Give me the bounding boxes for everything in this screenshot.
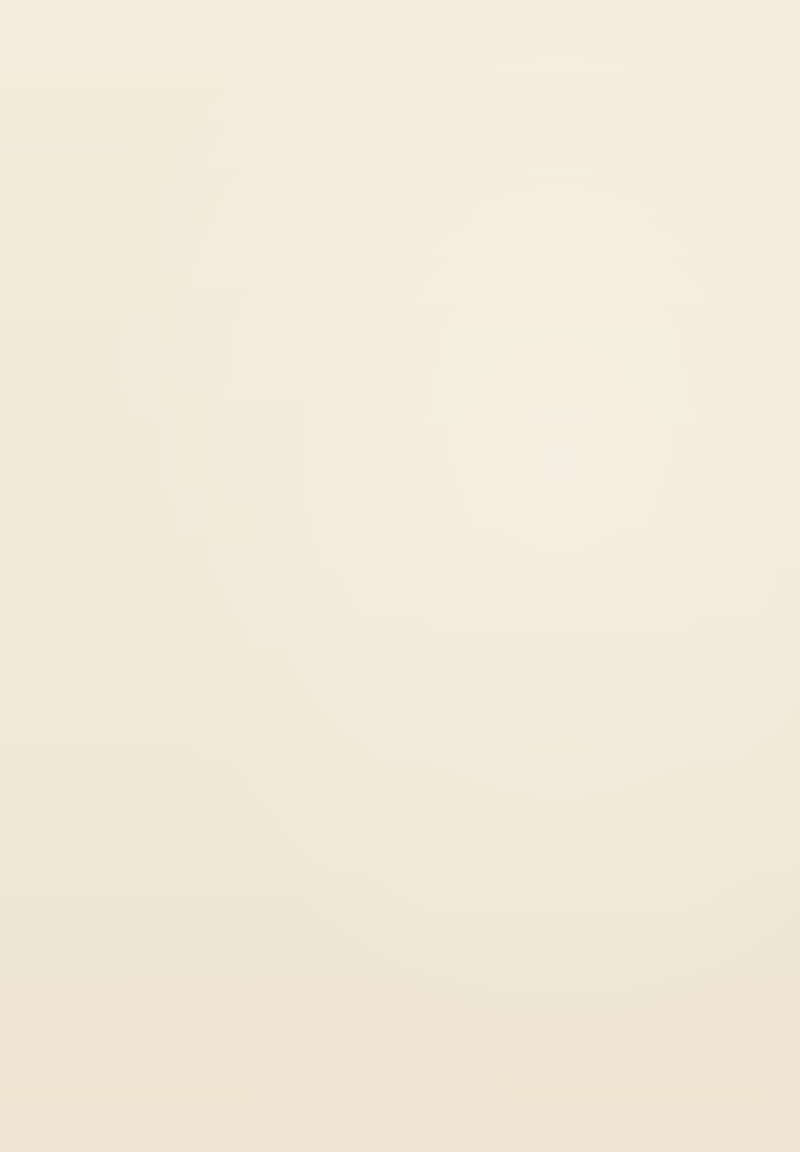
initial-letter — [163, 358, 203, 408]
